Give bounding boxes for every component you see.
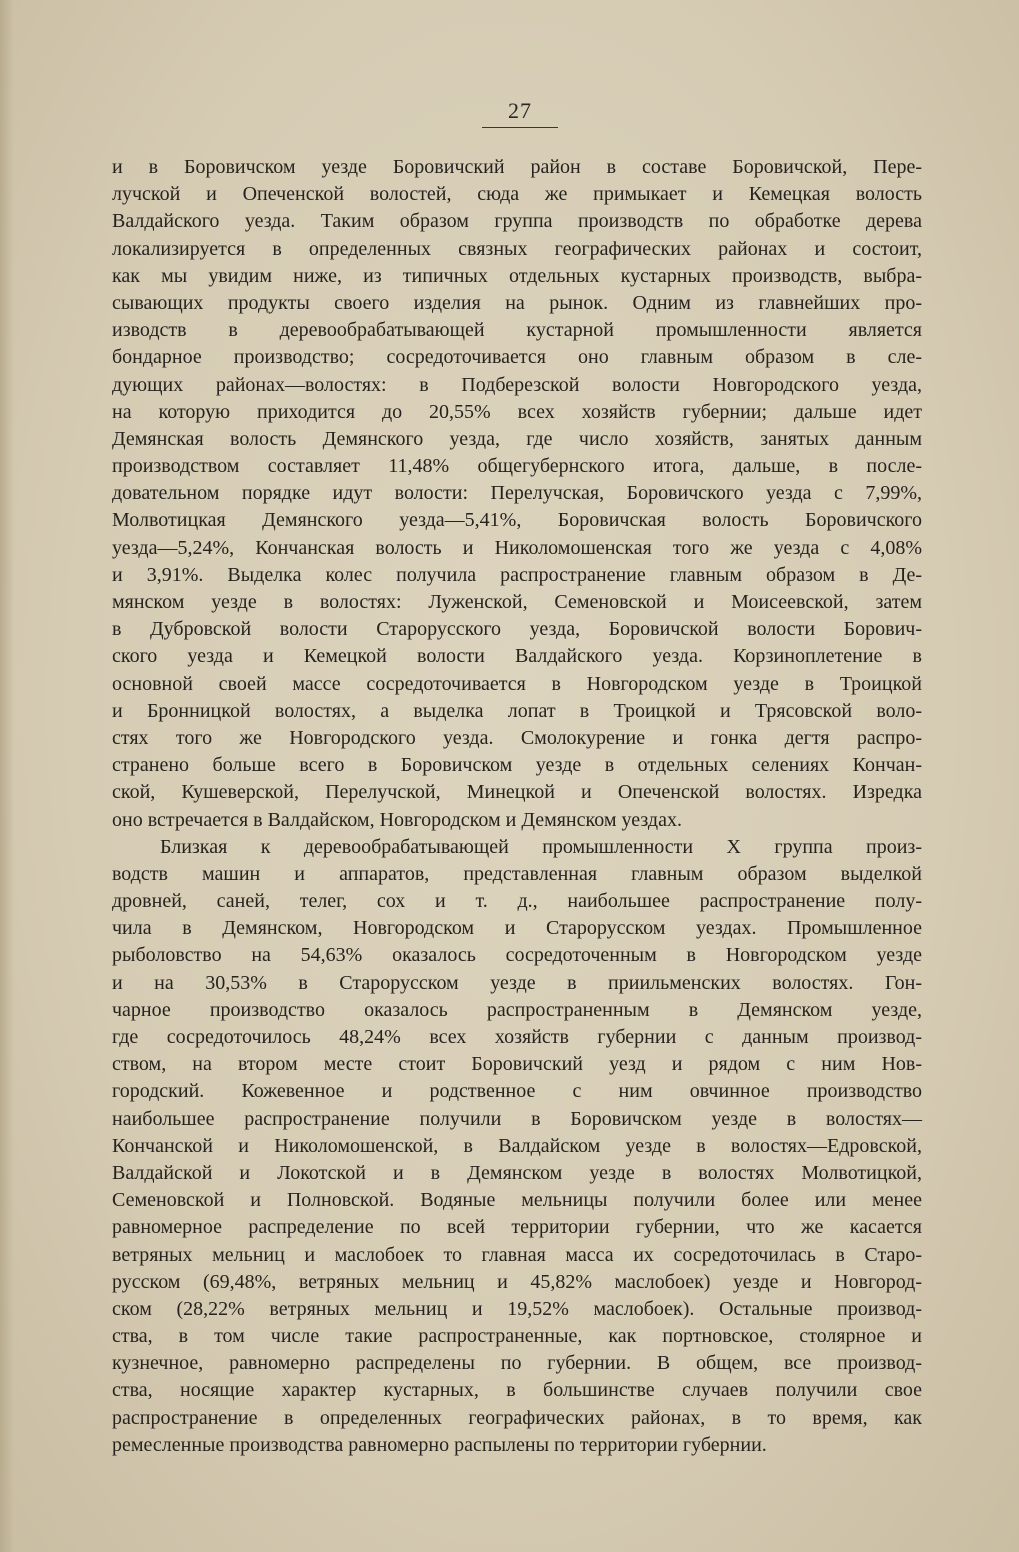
text-line: рыболовство на 54,63% оказалось сосредоточенным в Новгородском уезде xyxy=(112,944,922,967)
text-line: где сосредоточилось 48,24% всех хозяйств губернии с данным производ- xyxy=(112,1026,922,1048)
text-line: странено больше всего в Боровичском уезде в отдельных селениях Кончан- xyxy=(112,754,922,777)
text-line: на которую приходится до 20,55% всех хозяйств губернии; дальше идет xyxy=(112,400,922,423)
text-line: ства, носящие характер кустарных, в большинстве случаев получили свое xyxy=(112,1379,922,1402)
text-line: дровней, саней, телег, сох и т. д., наибольшее распространение полу- xyxy=(112,890,922,913)
paragraph xyxy=(112,834,922,1459)
text-line: производством составляет 11,48% общегубернского итога, дальше, в после- xyxy=(112,455,922,478)
text-line: сывающих продукты своего изделия на рынок. Одним из главнейших про- xyxy=(112,291,922,314)
text-line: Молвотицкая Демянского уезда—5,41%, Боровичская волость Боровичского xyxy=(112,509,922,532)
text-line: кузнечное, равномерно распределены по губернии. В общем, все производ- xyxy=(112,1352,922,1375)
text-line: дующих районах—волостях: в Подберезской волости Новгородского уезда, xyxy=(112,373,922,396)
text-line: основной своей массе сосредоточивается в Новгородском уезде в Троицкой xyxy=(112,672,922,695)
text-line: изводств в деревообрабатывающей кустарной промышленности является xyxy=(112,319,922,342)
text-line: довательном порядке идут волости: Перелучская, Боровичского уезда с 7,99%, xyxy=(112,482,922,505)
text-line: ветряных мельниц и маслобоек то главная масса их сосредоточилась в Старо- xyxy=(112,1243,922,1266)
text-line: чарное производство оказалось распространенным в Демянском уезде, xyxy=(112,998,922,1021)
text-line: ством, на втором месте стоит Боровичский уезд и рядом с ним Нов- xyxy=(112,1053,922,1076)
text-line: Кончанской и Николомошенской, в Валдайском уезде в волостях—Едровской, xyxy=(112,1134,922,1157)
page-number: 27 xyxy=(508,98,532,123)
text-line: и в Боровичском уезде Боровичский район в составе Боровичской, Пере- xyxy=(112,156,922,178)
text-line: ства, в том числе такие распространенные, как портновское, столярное и xyxy=(112,1325,922,1348)
text-line: бондарное производство; сосредоточивается оно главным образом в сле- xyxy=(112,346,922,369)
text-line: в Дубровской волости Старорусского уезда, Боровичской волости Борович- xyxy=(112,618,922,641)
text-line: и Бронницкой волостях, а выделка лопат в Троицкой и Трясовской воло- xyxy=(112,699,922,722)
text-line: локализируется в определенных связных географических районах и состоит, xyxy=(112,237,922,260)
text-line: Валдайского уезда. Таким образом группа производств по обработке дерева xyxy=(112,210,922,233)
page-number-rule xyxy=(482,127,558,128)
text-line: мянском уезде в волостях: Луженской, Семеновской и Моисеевской, затем xyxy=(112,591,922,613)
text-line: уезда—5,24%, Кончанская волость и Николомошенская того же уезда с 4,08% xyxy=(112,536,922,559)
text-line: городский. Кожевенное и родственное с ним овчинное производство xyxy=(112,1080,922,1103)
text-line: оно встречается в Валдайском, Новгородском и Демянском уездах. xyxy=(112,808,682,831)
body-text xyxy=(112,154,922,1459)
text-line: наибольшее распространение получили в Боровичском уезде в волостях— xyxy=(112,1107,922,1130)
text-line: чила в Демянском, Новгородском и Старорусском уездах. Промышленное xyxy=(112,917,922,940)
text-line: как мы увидим ниже, из типичных отдельных кустарных производств, выбра- xyxy=(112,264,922,287)
text-line: распространение в определенных географических районах, в то время, как xyxy=(112,1406,922,1429)
page-edge-shadow xyxy=(0,0,14,1552)
text-line: Валдайской и Локотской и в Демянском уезде в волостях Молвотицкой, xyxy=(112,1161,922,1184)
text-line: стях того же Новгородского уезда. Смолокурение и гонка дегтя распро- xyxy=(112,726,922,749)
text-line: ском (28,22% ветряных мельниц и 19,52% маслобоек). Остальные производ- xyxy=(112,1297,922,1320)
text-line: ской, Кушеверской, Перелучской, Минецкой и Опеченской волостях. Изредка xyxy=(112,781,922,804)
text-line: и 3,91%. Выделка колес получила распространение главным образом в Де- xyxy=(112,563,922,586)
paragraph xyxy=(112,154,922,834)
text-line: Демянская волость Демянского уезда, где число хозяйств, занятых данным xyxy=(112,427,922,450)
text-line: лучской и Опеченской волостей, сюда же примыкает и Кемецкая волость xyxy=(112,183,922,206)
text-line: Семеновской и Полновской. Водяные мельницы получили более или менее xyxy=(112,1189,922,1212)
text-line: ского уезда и Кемецкой волости Валдайского уезда. Корзиноплетение в xyxy=(112,645,922,668)
text-line: русском (69,48%, ветряных мельниц и 45,82% маслобоек) уезде и Новгород- xyxy=(112,1270,922,1293)
text-line: и на 30,53% в Старорусском уезде в приильменских волостях. Гон- xyxy=(112,971,922,994)
text-line: ремесленные производства равномерно распылены по территории губернии. xyxy=(112,1433,767,1456)
text-line: водств машин и аппаратов, представленная главным образом выделкой xyxy=(112,862,922,885)
text-line: равномерное распределение по всей территории губернии, что же касается xyxy=(112,1216,922,1239)
text-line: Близкая к деревообрабатывающей промышленности X группа произ- xyxy=(160,835,922,858)
